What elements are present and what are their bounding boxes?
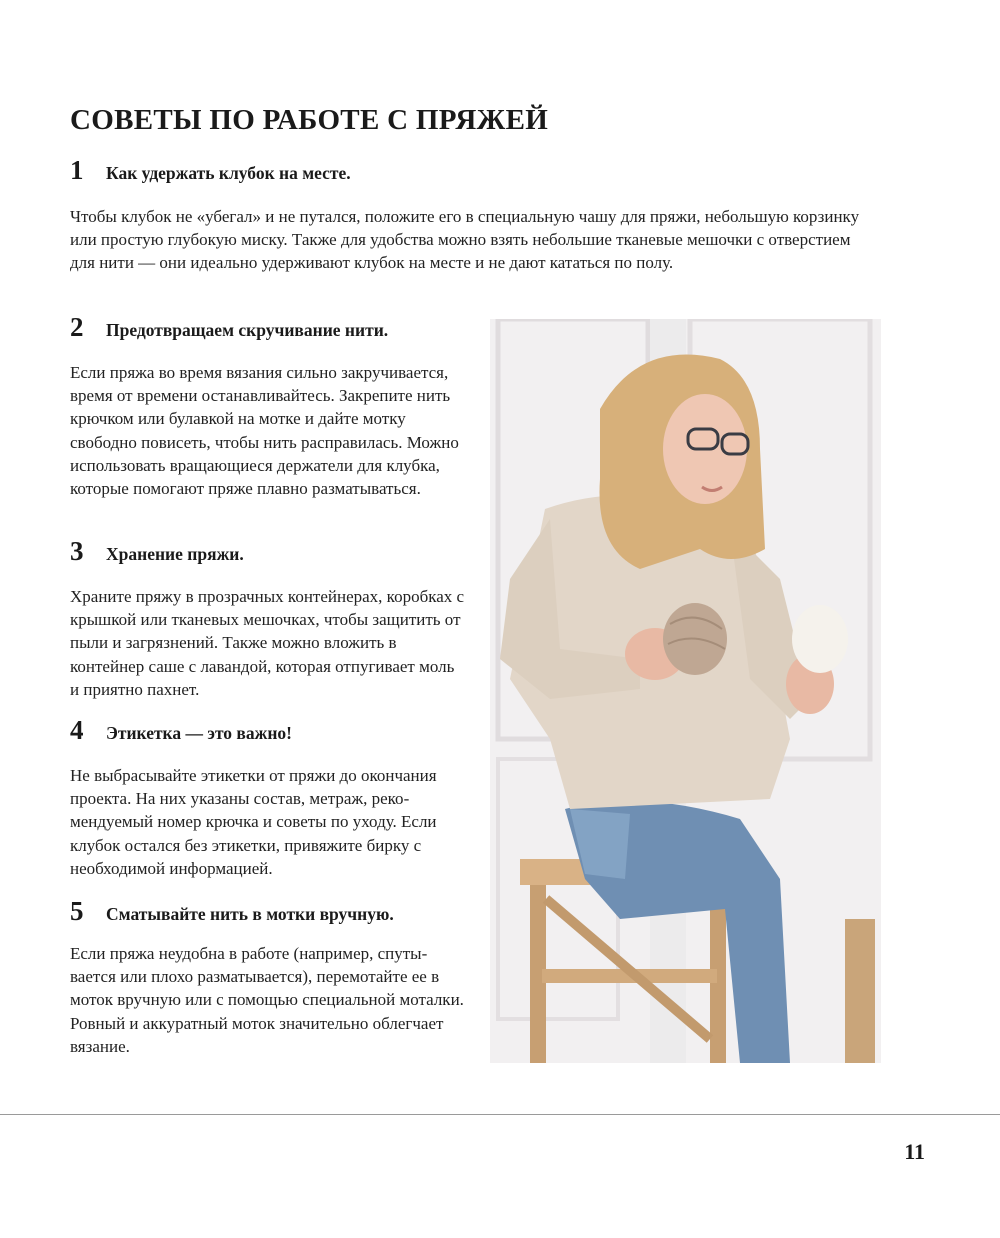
tip-heading-5 <box>70 896 394 927</box>
tip-body-2: Если пряжа во время вязания сильно закручивается, время от времени останавливайтесь. Закрепите нить крючком или булавкой на мотке и дайте мотку свободно повисеть, чтобы нить расправилась. Можно использовать вращающиеся держатели для клубка, которые помогают пряже плавно разматываться. <box>70 363 459 499</box>
photo-woman-with-yarn <box>490 319 881 1063</box>
tip-body-5: Если пряжа неудобна в работе (например, спутывается или плохо разматывается), перемотайте ее в моток вручную или с помощью специальной моталки. Ровный и аккуратный моток значительно облегчает вязание. <box>70 944 464 1056</box>
page-title: СОВЕТЫ ПО РАБОТЕ С ПРЯЖЕЙ <box>70 104 549 136</box>
tip-heading-4 <box>70 715 292 746</box>
tip-body-4: Не выбрасывайте этикетки от пряжи до окончания проекта. На них указаны состав, метраж, рекомендуемый номер крючка и советы по уходу. Если клубок остался без этикетки, привяжите бирку с необходимой информацией. <box>70 766 437 878</box>
tip-number: 2 <box>70 312 84 342</box>
tip-title: Как удержать клубок на месте. <box>106 163 351 183</box>
tip-heading-2 <box>70 312 388 343</box>
page-number: 11 <box>904 1139 925 1164</box>
tip-title: Хранение пряжи. <box>106 544 244 564</box>
tip-number: 1 <box>70 155 84 185</box>
tip-number: 3 <box>70 536 84 566</box>
tip-number: 5 <box>70 896 84 926</box>
tip-title: Этикетка — это важно! <box>106 723 292 743</box>
tip-title: Сматывайте нить в мотки вручную. <box>106 904 394 924</box>
tip-body-3: Храните пряжу в прозрачных контейнерах, коробках с крышкой или тканевых мешочках, чтобы защитить от пыли и загрязнений. Также можно вложить в контейнер саше с лавандой, которая отпугивает моль и приятно пахнет. <box>70 587 465 699</box>
tip-body-1: Чтобы клубок не «убегал» и не путался, положите его в специальную чашу для пряжи, небольшую корзинку или простую глубокую миску. Также для удобства можно взять небольшие тканевые мешочки с отверстием для нити — они идеально удерживают клубок на месте и не дают кататься по полу. <box>70 207 860 273</box>
tip-heading-1 <box>70 155 351 186</box>
tip-number: 4 <box>70 715 84 745</box>
tip-title: Предотвращаем скручивание нити. <box>106 320 389 340</box>
tip-heading-3 <box>70 536 244 567</box>
footer-divider <box>0 1114 1000 1115</box>
